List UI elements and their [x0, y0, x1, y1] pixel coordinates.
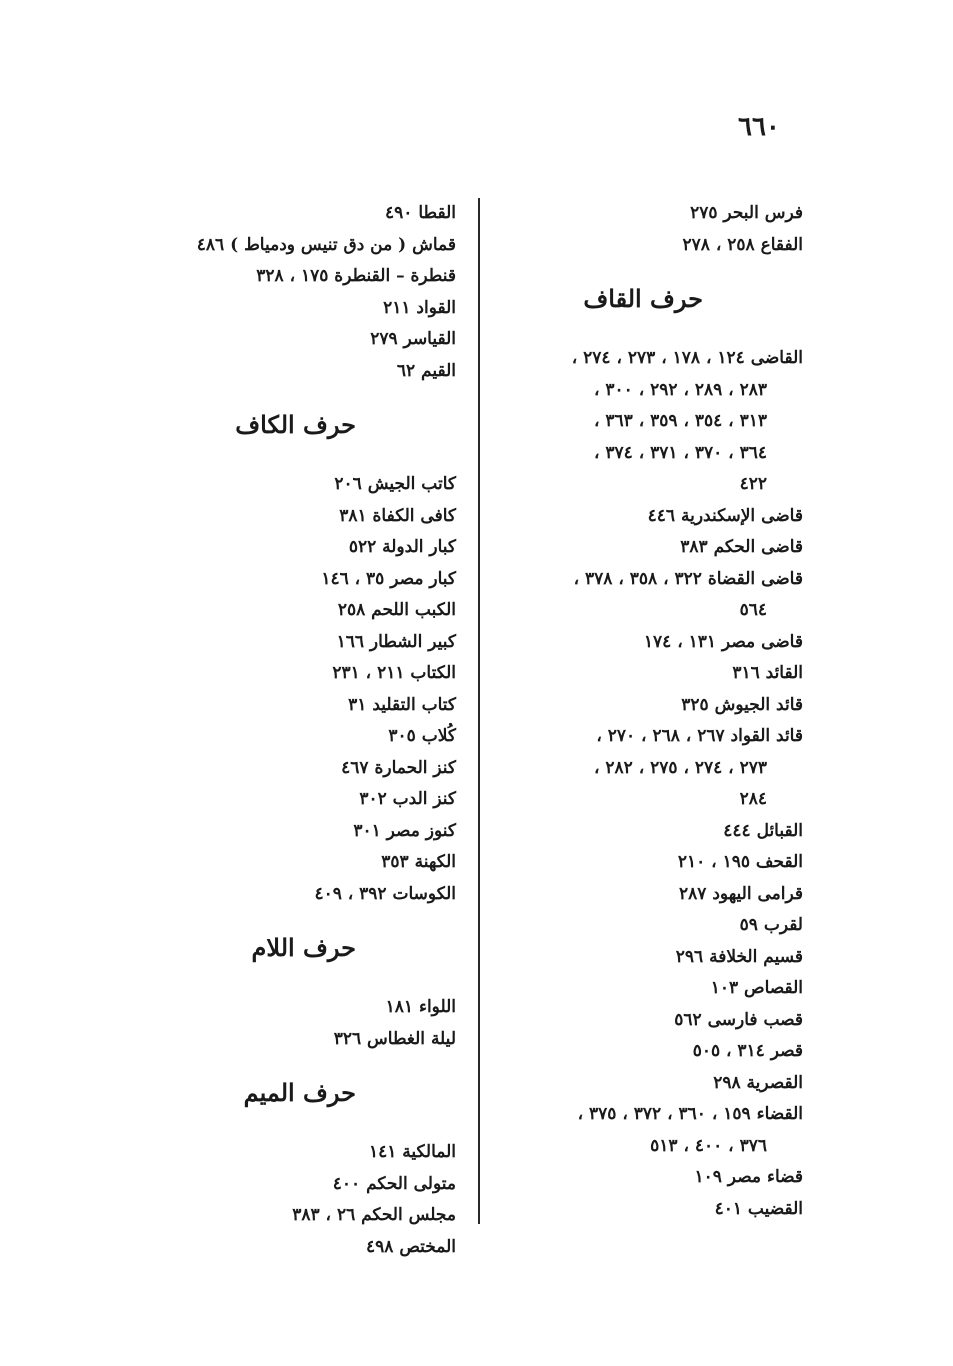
index-entry: القواد ٢١١	[383, 297, 456, 318]
left-column	[186, 198, 456, 1263]
index-entry: قرامى اليهود ٢٨٧	[679, 883, 803, 904]
section-heading: حرف الكاف	[235, 410, 356, 439]
index-entry: القحف ١٩٥ ، ٢١٠	[677, 852, 803, 872]
left-sections	[186, 405, 456, 1263]
index-entry: القصاص ١٠٣	[710, 978, 803, 998]
index-entry: القيم ٦٢	[396, 360, 456, 381]
index-entry: القائد ٣١٦	[732, 663, 803, 683]
index-entry: قضاء مصر ١٠٩	[694, 1167, 803, 1187]
section-heading-qaf: حرف القاف	[583, 284, 703, 313]
index-entry: الكهنة ٣٥٣	[381, 852, 456, 872]
index-entry: قاضى الإسكندرية ٤٤٦	[647, 505, 803, 526]
index-entry-continuation: ٢٨٤	[739, 789, 767, 809]
index-entry: قسيم الخلافة ٢٩٦	[675, 946, 803, 967]
index-entry: قاضى الحكم ٣٨٣	[680, 537, 803, 557]
right-column	[473, 198, 803, 1225]
index-entry: القضيب ٤٠١	[714, 1198, 803, 1219]
index-entry: قصب فارسى ٥٦٢	[674, 1009, 803, 1030]
index-entry: قاضى مصر ١٣١ ، ١٧٤	[643, 631, 803, 652]
index-entry-continuation: ٣٧٦ ، ٤٠٠ ، ٥١٣	[650, 1135, 767, 1156]
section-heading: حرف اللام	[251, 933, 356, 962]
index-entry: كاتب الجيش ٢٠٦	[334, 474, 456, 494]
index-entry: القاضى ١٢٤ ، ١٧٨ ، ٢٧٣ ، ٢٧٤ ،	[571, 348, 803, 368]
page-number: ٦٦٠	[738, 112, 780, 142]
index-entry: كنوز مصر ٣٠١	[353, 820, 456, 841]
index-entry: متولى الحكم ٤٠٠	[332, 1173, 456, 1194]
right-entries-list	[473, 343, 803, 1225]
index-entry-continuation: ٤٢٢	[739, 474, 767, 494]
index-entry-continuation: ٥٦٤	[739, 600, 767, 620]
index-entry-continuation: ٢٨٣ ، ٢٨٩ ، ٢٩٢ ، ٣٠٠ ،	[593, 379, 767, 400]
index-entry: قماش ( من دق تنيس ودمياط ) ٤٨٦	[196, 234, 456, 255]
index-entry: مجلس الحكم ٢٦ ، ٣٨٣	[292, 1205, 456, 1225]
index-entry: القصرية ٢٩٨	[713, 1072, 803, 1093]
index-entry: المالكية ١٤١	[368, 1142, 456, 1162]
index-entry: القبائل ٤٤٤	[723, 820, 803, 841]
right-top-entries	[473, 198, 803, 261]
index-entry: القياسر ٢٧٩	[370, 329, 456, 349]
index-entry: كافى الكفاة ٣٨١	[339, 505, 456, 526]
index-entry: القطا ٤٩٠	[385, 203, 456, 223]
index-entry: كبير الشطار ١٦٦	[336, 631, 456, 652]
index-entry: كبار مصر ٣٥ ، ١٤٦	[321, 568, 456, 589]
index-entry: قائد الجيوش ٣٢٥	[681, 694, 803, 715]
index-entry: الكتاب ٢١١ ، ٢٣١	[332, 663, 456, 683]
index-entry: قصر ٣١٤ ، ٥٠٥	[692, 1041, 803, 1061]
index-entry: كنز الحمارة ٤٦٧	[341, 757, 456, 778]
index-entry: كُلاب ٣٠٥	[388, 726, 456, 746]
index-entry: قائد القواد ٢٦٧ ، ٢٦٨ ، ٢٧٠ ،	[596, 726, 803, 746]
index-entry: قاضى القضاة ٣٢٢ ، ٣٥٨ ، ٣٧٨ ،	[573, 568, 803, 589]
index-entry: القضاء ١٥٩ ، ٣٦٠ ، ٣٧٢ ، ٣٧٥ ،	[577, 1104, 803, 1124]
index-entry: كتاب التقليد ٣١	[348, 694, 456, 715]
index-entry: قنطرة – القنطرة ١٧٥ ، ٣٢٨	[256, 266, 456, 286]
index-entry: لقرب ٥٩	[739, 915, 803, 935]
index-entry: الكبب اللحم ٢٥٨	[337, 600, 456, 620]
index-entry: اللواء ١٨١	[385, 997, 456, 1017]
index-entry: المختص ٤٩٨	[366, 1236, 456, 1257]
index-entry: فرس البحر ٢٧٥	[690, 203, 803, 223]
index-entry: ليلة الغطاس ٣٢٦	[333, 1028, 456, 1049]
section-heading: حرف الميم	[243, 1078, 356, 1107]
index-entry-continuation: ٣١٣ ، ٣٥٤ ، ٣٥٩ ، ٣٦٣ ،	[593, 411, 767, 431]
index-entry: الكوسات ٣٩٢ ، ٤٠٩	[314, 883, 456, 904]
index-entry-continuation: ٢٧٣ ، ٢٧٤ ، ٢٧٥ ، ٢٨٢ ،	[593, 757, 767, 778]
index-entry: كبار الدولة ٥٢٢	[348, 537, 456, 557]
index-entry: كنز الدب ٣٠٢	[359, 789, 456, 809]
left-top-entries	[186, 198, 456, 387]
index-entry: الفقاع ٢٥٨ ، ٢٧٨	[682, 234, 803, 255]
index-entry-continuation: ٣٦٤ ، ٣٧٠ ، ٣٧١ ، ٣٧٤ ،	[593, 442, 767, 463]
